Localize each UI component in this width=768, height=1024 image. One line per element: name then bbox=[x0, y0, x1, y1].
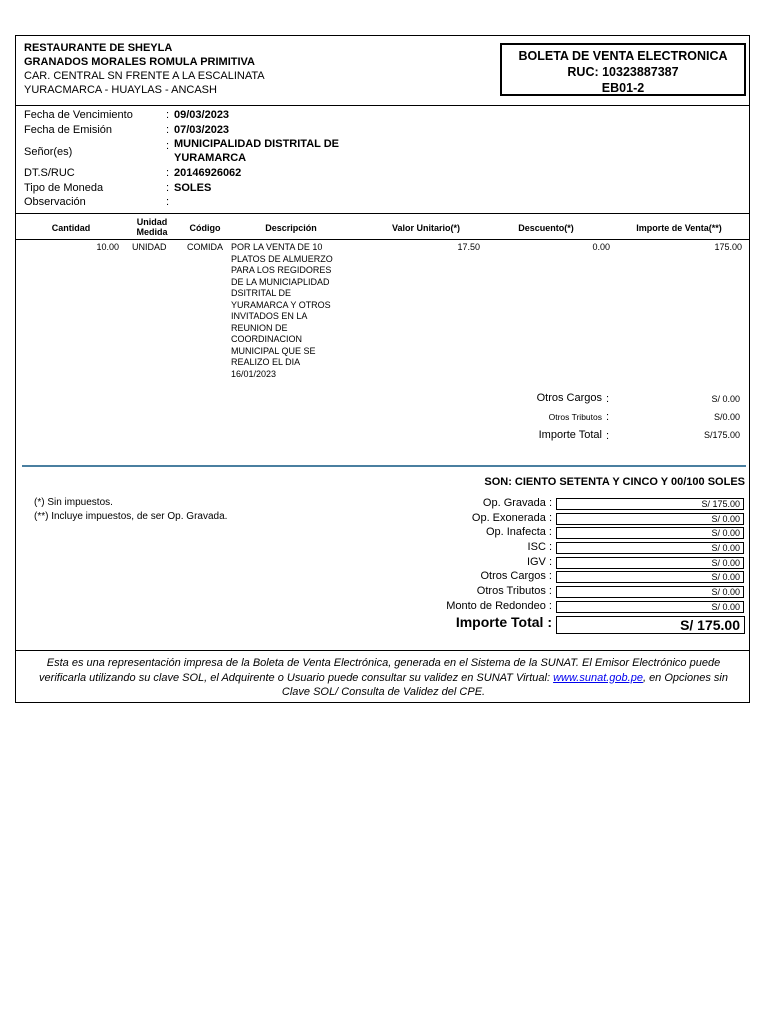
document-type: BOLETA DE VENTA ELECTRONICA bbox=[518, 49, 728, 63]
header-cantidad: Cantidad bbox=[51, 223, 91, 233]
header-unidad: Unidad Medida bbox=[136, 217, 168, 237]
importe-total-label: Importe Total : bbox=[455, 614, 552, 630]
row-descuento: 0.00 bbox=[592, 242, 610, 252]
moneda-label: Tipo de Moneda bbox=[24, 182, 104, 194]
op-inafecta-value: S/ 0.00 bbox=[556, 527, 744, 539]
op-exonerada-label: Op. Exonerada : bbox=[471, 512, 552, 524]
moneda-value: SOLES bbox=[174, 182, 212, 194]
ruc-value: 20146926062 bbox=[174, 167, 242, 179]
otros-cargos-value: S/ 0.00 bbox=[711, 394, 740, 404]
row-descripcion: POR LA VENTA DE 10 PLATOS DE ALMUERZO PARA LOS REGIDORES DE LA MUNICIAPLIDAD DSITRITAL DE YURAMARCA Y OTROS INVITADOS EN LA REUNION DE COORDINACION MUNICIPAL QUE SE REALIZO EL DIA 16/01/2023 bbox=[231, 242, 333, 379]
invoice-document: RESTAURANTE DE SHEYLA GRANADOS MORALES ROMULA PRIMITIVA CAR. CENTRAL SN FRENTE A LA ESCALINATA YURACMARCA - HUAYLAS - ANCASH BOLETA DE VENTA ELECTRONICA RUC: 10323887387 EB01-2 Fecha de Vencimiento : 09/03/2023 Fecha de Emisión : 07/03/2023 Señor(es) : MUNICIPALIDAD DISTRITAL DE YURAMARCA DT.S/RUC : 20146926062 Tipo de Moneda : SOLES Observación : Cantidad Unidad Medida Código Descripción Valor Unitario(*) Descuento(*) Importe de Venta(**) 10.00 UNIDAD COMIDA POR LA VENTA DE 10 PLATOS DE ALMUERZO PARA LOS REGIDORES DE LA MUNICIAPLIDAD DSITRITAL DE YURAMARCA Y OTROS INVITADOS EN LA REUNION DE COORDINACION MUNICIPAL QUE SE REALIZO EL DIA 16/01/2023 17.50 0.00 175.00 Otros Cargos : S/ 0.00 Otros Tributos : S/0.00 Importe Total : S/175.00 SON: CIENTO SETENTA Y CINCO Y 00/100 SOLES (*) Sin impuestos. (**) Incluye impuestos, de ser Op. Gravada. Op. Gravada : S/ 175.00 Op. Exonerada : S/ 0.00 Op. Inafecta : S/ 0.00 ISC : S/ 0.00 IGV : S/ 0.00 Otros Cargos : S/ 0.00 Otros Tributos : S/ 0.00 Monto de Redondeo : S/ 0.00 Importe Total : S/ 175.00 Esta es una representación impresa de la Boleta de Venta Electrónica, generada en el Sistema de la SUNAT. El Emisor Electrónico puede verificarla utilizando su clave SOL, el Adquirente o Usuario puede consultar su validez en SUNAT Virtual: www.sunat.gob.pe, en Opciones sin Clave SOL/ Consulta de Validez del CPE. bbox=[15, 35, 750, 703]
sunat-link[interactable]: www.sunat.gob.pe bbox=[553, 671, 643, 684]
otros-cargos-summary-label: Otros Cargos : bbox=[480, 570, 552, 582]
otros-tributos-value: S/0.00 bbox=[713, 412, 740, 422]
row-valor-unitario: 17.50 bbox=[457, 242, 480, 252]
vencimiento-label: Fecha de Vencimiento bbox=[24, 109, 133, 121]
isc-label: ISC : bbox=[527, 541, 552, 553]
issuer-name: RESTAURANTE DE SHEYLA bbox=[24, 42, 173, 54]
header-importe: Importe de Venta(**) bbox=[636, 223, 722, 233]
otros-tributos-summary-label: Otros Tributos : bbox=[476, 585, 552, 597]
row-codigo: COMIDA bbox=[187, 242, 223, 252]
op-gravada-label: Op. Gravada : bbox=[482, 497, 552, 509]
importe-total-value: S/ 175.00 bbox=[556, 616, 745, 634]
document-series: EB01-2 bbox=[601, 81, 645, 95]
monto-redondeo-label: Monto de Redondeo : bbox=[446, 600, 552, 612]
header-valor-unitario: Valor Unitario(*) bbox=[391, 223, 460, 233]
header-descuento: Descuento(*) bbox=[518, 223, 574, 233]
header-codigo: Código bbox=[189, 223, 221, 233]
section-separator bbox=[22, 465, 746, 467]
otros-cargos-label: Otros Cargos bbox=[536, 392, 602, 404]
issuer-location: YURACMARCA - HUAYLAS - ANCASH bbox=[24, 84, 217, 96]
isc-value: S/ 0.00 bbox=[556, 542, 744, 554]
amount-in-words: SON: CIENTO SETENTA Y CINCO Y 00/100 SOLES bbox=[484, 476, 745, 488]
issuer-address: CAR. CENTRAL SN FRENTE A LA ESCALINATA bbox=[24, 70, 265, 82]
issuer-ruc: RUC: 10323887387 bbox=[567, 65, 679, 79]
table-header-line bbox=[16, 239, 749, 240]
importe-total-value-top: S/175.00 bbox=[703, 430, 740, 440]
emision-label: Fecha de Emisión bbox=[24, 124, 113, 136]
note-sin-impuestos: (*) Sin impuestos. bbox=[34, 497, 113, 508]
senor-value-line1: MUNICIPALIDAD DISTRITAL DE bbox=[174, 138, 339, 150]
issuer-owner: GRANADOS MORALES ROMULA PRIMITIVA bbox=[24, 56, 255, 68]
ruc-label: DT.S/RUC bbox=[24, 167, 75, 179]
row-cantidad: 10.00 bbox=[96, 242, 119, 252]
legal-footer: Esta es una representación impresa de la Boleta de Venta Electrónica, generada en el Sistema de la SUNAT. El Emisor Electrónico puede verificarla utilizando su clave SOL, el Adquirente o Usuario puede consultar su validez en SUNAT Virtual: www.sunat.gob.pe, en Opciones sin Clave SOL/ Consulta de Validez del CPE. bbox=[39, 657, 728, 698]
otros-cargos-summary-value: S/ 0.00 bbox=[556, 571, 744, 583]
header-descripcion: Descripción bbox=[265, 223, 317, 233]
vencimiento-value: 09/03/2023 bbox=[174, 109, 230, 121]
table-top-line bbox=[16, 213, 749, 214]
igv-value: S/ 0.00 bbox=[556, 557, 744, 569]
senor-label: Señor(es) bbox=[24, 146, 73, 158]
op-gravada-value: S/ 175.00 bbox=[556, 498, 744, 510]
header-divider bbox=[16, 105, 749, 106]
note-incluye-impuestos: (**) Incluye impuestos, de ser Op. Gravada. bbox=[34, 511, 228, 522]
otros-tributos-summary-value: S/ 0.00 bbox=[556, 586, 744, 598]
row-unidad: UNIDAD bbox=[132, 242, 167, 252]
footer-divider bbox=[16, 650, 749, 651]
emision-value: 07/03/2023 bbox=[174, 124, 230, 136]
observacion-label: Observación bbox=[24, 196, 86, 208]
op-inafecta-label: Op. Inafecta : bbox=[485, 526, 552, 538]
igv-label: IGV : bbox=[526, 556, 552, 568]
senor-value-line2: YURAMARCA bbox=[174, 152, 247, 164]
op-exonerada-value: S/ 0.00 bbox=[556, 513, 744, 525]
row-importe: 175.00 bbox=[714, 242, 742, 252]
monto-redondeo-value: S/ 0.00 bbox=[556, 601, 744, 613]
document-type-box bbox=[500, 43, 746, 96]
otros-tributos-label: Otros Tributos bbox=[548, 412, 602, 422]
importe-total-label-top: Importe Total bbox=[538, 429, 602, 441]
